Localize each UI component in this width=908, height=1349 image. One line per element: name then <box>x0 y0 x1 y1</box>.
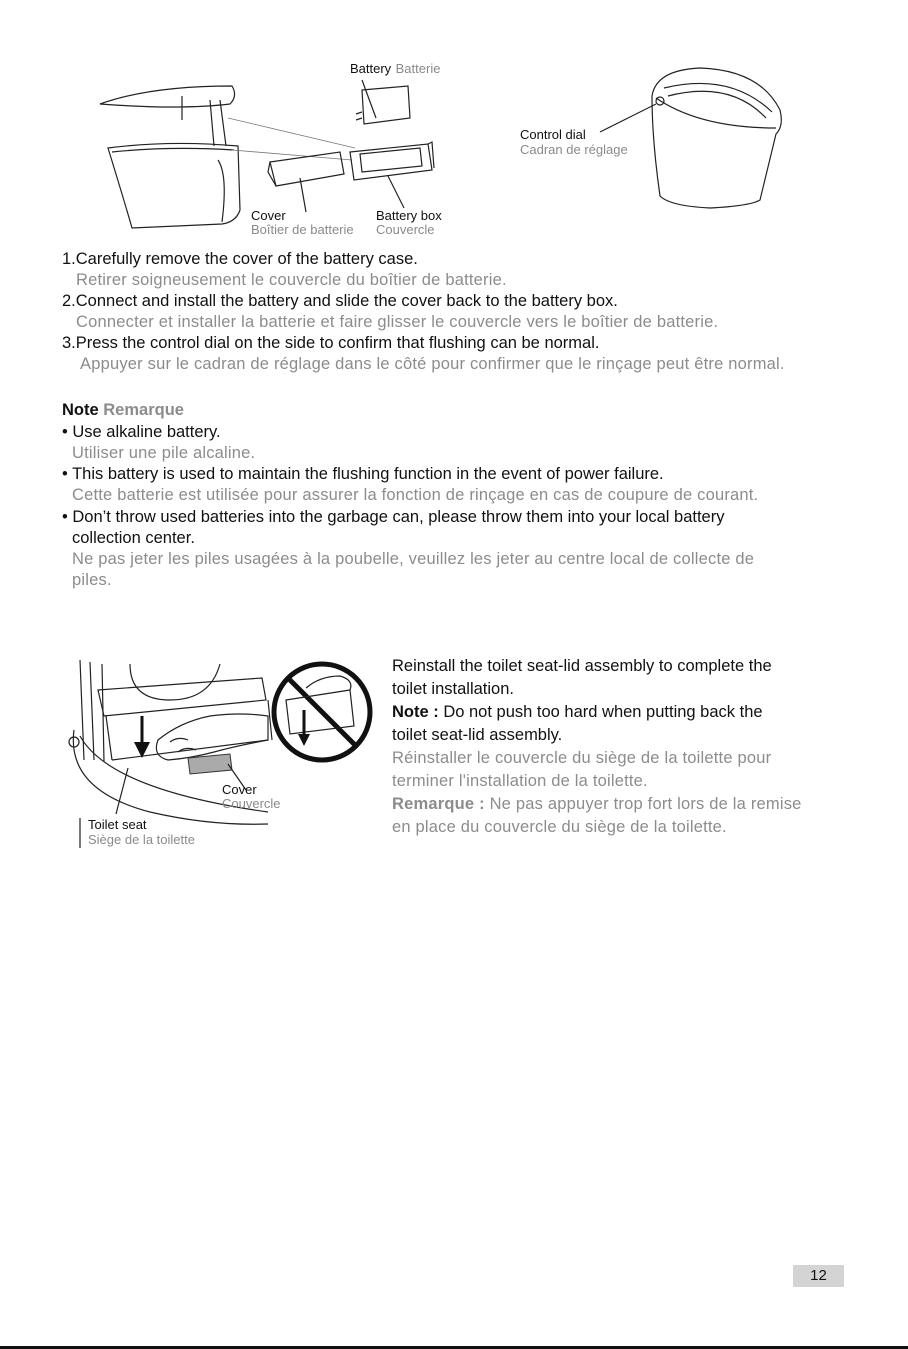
cover-label: Cover <box>251 208 286 223</box>
note-item-3-fr-line1: Ne pas jeter les piles usagées à la poubelle, veuillez les jeter au centre local de collecte de <box>72 550 755 568</box>
control-dial-label: Control dial <box>520 127 586 142</box>
toilet-seat-label: Toilet seat <box>88 817 147 832</box>
step-1: 1.Carefully remove the cover of the battery case. <box>62 250 418 268</box>
toilet-seat-label-fr: Siège de la toilette <box>88 832 195 847</box>
reinstall-note-label-fr: Remarque : <box>392 795 485 813</box>
reinstall-note-line-1: Do not push too hard when putting back the <box>438 703 763 721</box>
note-title: Note <box>62 401 99 419</box>
cover-label-2-fr: Couvercle <box>222 796 281 811</box>
note-item-3-fr-line2: piles. <box>72 571 112 589</box>
reinstall-note-line-2: toilet seat-lid assembly. <box>392 726 563 744</box>
reinstall-line-2: toilet installation. <box>392 680 514 698</box>
reinstall-line-1: Reinstall the toilet seat-lid assembly to complete the <box>392 657 772 675</box>
battery-label: Battery <box>350 61 392 76</box>
note-item-1: • Use alkaline battery. <box>62 423 221 441</box>
page-number: 12 <box>793 1265 844 1287</box>
step-3: 3.Press the control dial on the side to confirm that flushing can be normal. <box>62 334 600 352</box>
note-title-fr: Remarque <box>103 401 184 419</box>
note-item-2-fr: Cette batterie est utilisée pour assurer la fonction de rinçage en cas de coupure de courant. <box>72 486 759 504</box>
battery-box-label-fr: Couvercle <box>376 222 435 237</box>
reinstall-note-label: Note : <box>392 703 439 721</box>
battery-box-label: Battery box <box>376 208 442 223</box>
note-item-3-line1: • Don’t throw used batteries into the garbage can, please throw them into your local battery <box>62 508 725 526</box>
reinstall-fr-line-1: Réinstaller le couvercle du siège de la toilette pour <box>392 749 772 767</box>
cover-label-2: Cover <box>222 782 257 797</box>
step-2-fr: Connecter et installer la batterie et faire glisser le couvercle vers le boîtier de batterie. <box>76 313 719 331</box>
control-dial-label-fr: Cadran de réglage <box>520 142 628 157</box>
note-item-2: • This battery is used to maintain the flushing function in the event of power failure. <box>62 465 664 483</box>
note-item-3-line2: collection center. <box>72 529 195 547</box>
step-3-fr: Appuyer sur le cadran de réglage dans le côté pour confirmer que le rinçage peut être normal. <box>80 355 785 373</box>
cover-label-fr: Boîtier de batterie <box>251 222 354 237</box>
step-1-fr: Retirer soigneusement le couvercle du boîtier de batterie. <box>76 271 507 289</box>
reinstall-note-fr-line-1: Ne pas appuyer trop fort lors de la remise <box>484 795 802 813</box>
battery-label-fr: Batterie <box>395 61 441 76</box>
reinstall-fr-line-2: terminer l'installation de la toilette. <box>392 772 648 790</box>
note-item-1-fr: Utiliser une pile alcaline. <box>72 444 256 462</box>
reinstall-note-fr-line-2: en place du couvercle du siège de la toilette. <box>392 818 727 836</box>
step-2: 2.Connect and install the battery and slide the cover back to the battery box. <box>62 292 618 310</box>
